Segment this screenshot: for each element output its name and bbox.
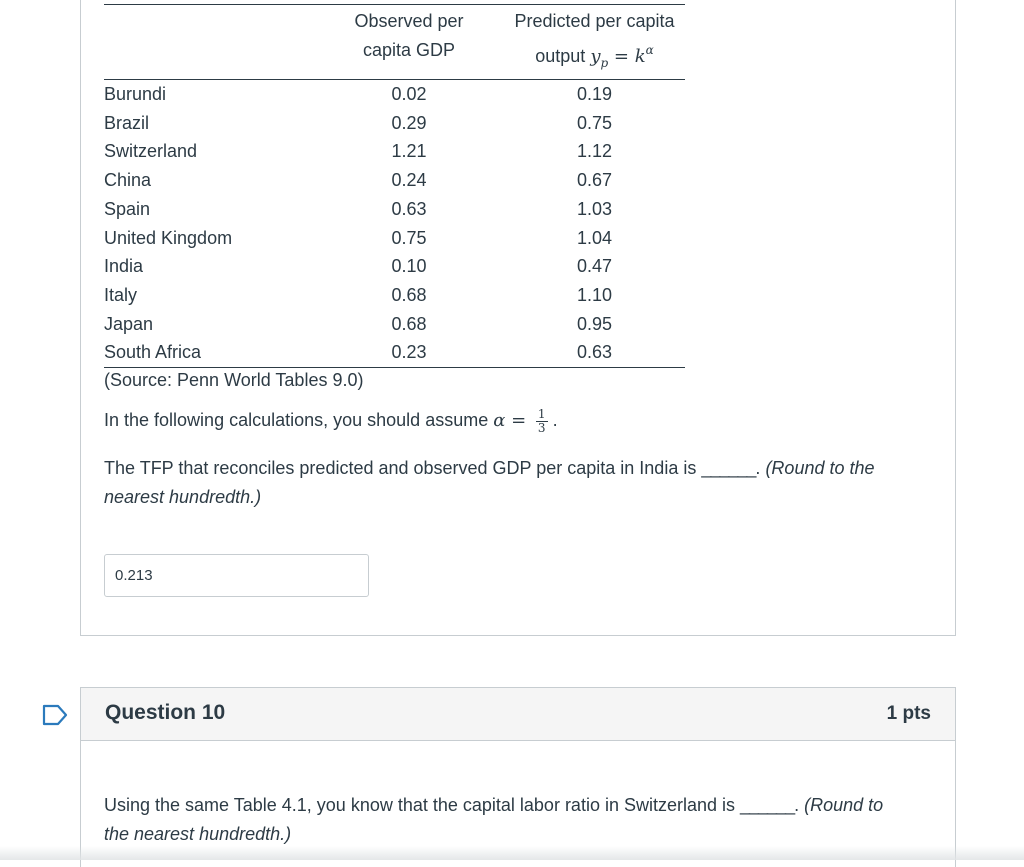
cell-country: Switzerland: [104, 141, 198, 162]
cell-predicted: 0.47: [576, 256, 613, 277]
cell-country: China: [104, 170, 152, 191]
fraction-denominator: 3: [537, 420, 546, 435]
cell-country: South Africa: [104, 338, 314, 367]
table-row: [104, 137, 685, 166]
cell-observed: 0.68: [391, 284, 427, 305]
cell-observed: 1.21: [391, 141, 427, 162]
header-observed-line2: capita GDP: [362, 40, 456, 60]
gdp-table: [104, 4, 685, 368]
question-10-points: 1 pts: [886, 703, 931, 724]
formula-y: y: [590, 46, 601, 67]
source-note: (Source: Penn World Tables 9.0): [104, 370, 364, 390]
cell-predicted: 0.95: [576, 313, 613, 334]
table-row: [104, 252, 685, 281]
header-predicted-line1: Predicted per capita: [514, 11, 675, 31]
table-header-row: [104, 5, 685, 80]
cell-predicted: 0.19: [576, 84, 613, 104]
table-row: [104, 224, 685, 253]
cell-predicted: 0.75: [576, 112, 613, 133]
q10-prompt: Using the same Table 4.1, you know that the capital labor ratio in Switzerland is: [104, 795, 741, 815]
cell-observed: 0.75: [391, 227, 427, 248]
question-10-title: Question 10: [105, 701, 226, 724]
cell-observed: 0.68: [391, 313, 427, 334]
fraction-numerator: 1: [537, 406, 546, 421]
q10-after-blank: .: [794, 795, 805, 815]
table-row: [104, 338, 685, 367]
assumption-alpha: α: [493, 410, 506, 431]
q10-blank: ______: [740, 795, 795, 815]
table-row: [104, 281, 685, 310]
assumption-equals: =: [505, 410, 532, 431]
q9-blank: ______: [701, 458, 756, 478]
cell-observed: 0.23: [314, 338, 504, 367]
cell-observed: 0.10: [391, 256, 427, 277]
q10-hint-line2: the nearest hundredth.): [104, 824, 292, 844]
cell-country: India: [104, 256, 144, 277]
header-predicted: [504, 5, 685, 80]
table-row: [104, 166, 685, 195]
q9-prompt: The TFP that reconciles predicted and observed GDP per capita in India is: [104, 458, 702, 478]
question-10-text: [104, 791, 924, 849]
fraction-one-third: [536, 408, 548, 435]
formula-sub-p: p: [600, 56, 609, 70]
table-row: [104, 195, 685, 224]
cell-country: Burundi: [104, 84, 167, 104]
cell-predicted: 1.03: [576, 198, 613, 219]
header-observed: [314, 5, 504, 80]
assumption-text: In the following calculations, you should assume: [104, 410, 494, 430]
q9-answer-input[interactable]: 0.213: [104, 554, 369, 597]
cell-country: Italy: [104, 284, 138, 305]
q9-after-blank: .: [755, 458, 766, 478]
question-10-header: [81, 688, 955, 741]
cell-predicted: 0.63: [504, 338, 685, 367]
cell-observed: 0.29: [391, 112, 427, 133]
cell-country: Spain: [104, 198, 151, 219]
q9-hint-line2: nearest hundredth.): [104, 487, 262, 507]
formula-sup-alpha: α: [645, 43, 654, 57]
cell-predicted: 1.04: [576, 227, 613, 248]
cell-predicted: 1.10: [576, 284, 613, 305]
cell-country: United Kingdom: [104, 227, 233, 248]
formula-k: k: [634, 46, 646, 67]
flag-question-icon[interactable]: [42, 704, 68, 726]
table-row: [104, 310, 685, 339]
question-9-text: [104, 454, 904, 512]
formula-equals: =: [608, 46, 635, 67]
assumption-period: .: [552, 410, 558, 430]
cell-predicted: 1.12: [576, 141, 613, 162]
assumption-line: [104, 406, 558, 435]
header-observed-line1: Observed per: [354, 11, 464, 31]
cell-predicted: 0.67: [576, 170, 613, 191]
q10-hint-line1: (Round to: [804, 795, 884, 815]
cell-observed: 0.63: [391, 198, 427, 219]
header-country: [104, 5, 314, 80]
cell-country: Brazil: [104, 112, 150, 133]
header-predicted-line2: output: [535, 46, 586, 66]
table-row: [104, 80, 685, 109]
cell-observed: 0.02: [391, 84, 427, 104]
q9-hint-line1: (Round to the: [765, 458, 875, 478]
cell-observed: 0.24: [391, 170, 427, 191]
cell-country: Japan: [104, 313, 154, 334]
bottom-shadow: [0, 846, 1024, 860]
table-row: [104, 109, 685, 138]
